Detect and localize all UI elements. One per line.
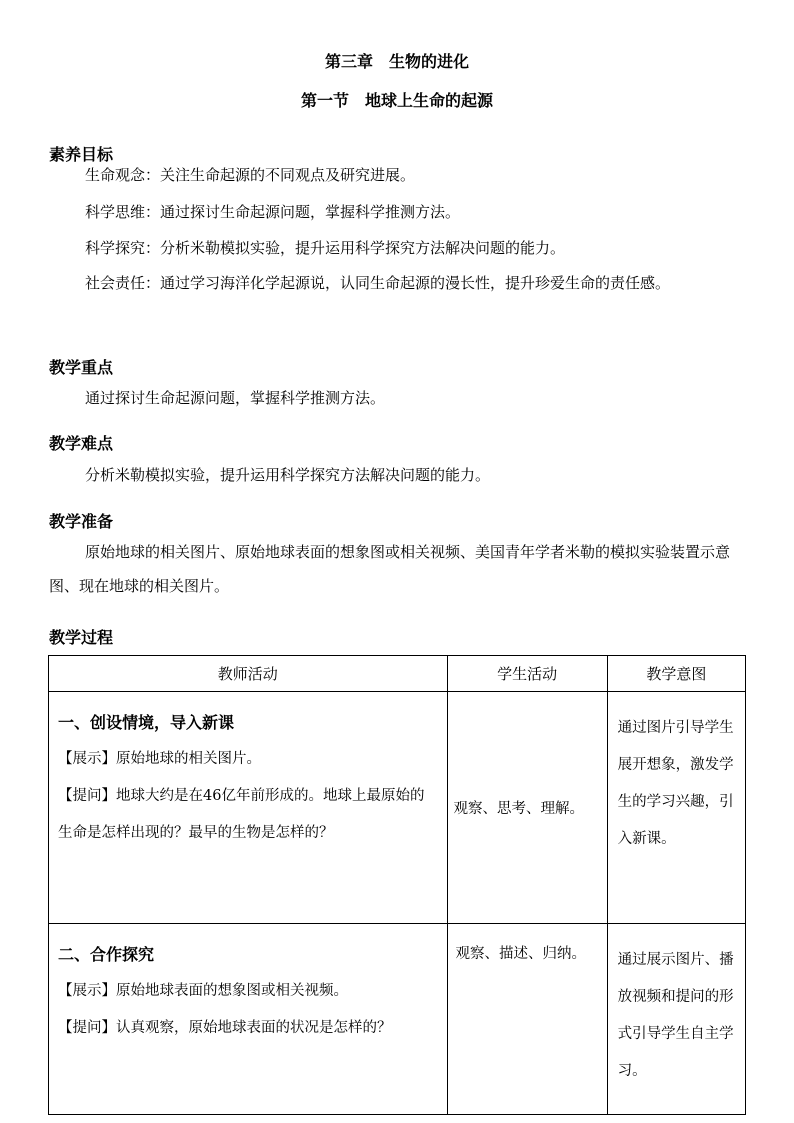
- activity-line: 【提问】认真观察，原始地球表面的状况是怎样的？: [58, 1020, 392, 1036]
- teaching-purpose-cell: 通过图片引导学生展开想象，激发学生的学习兴趣，引入新课。: [607, 692, 745, 924]
- process-heading: 教学过程: [49, 628, 114, 647]
- teacher-activity-cell: [49, 692, 448, 924]
- difficulties-text: 分析米勒模拟实验，提升运用科学探究方法解决问题的能力。: [85, 466, 491, 484]
- activity-section-title: 二、合作探究: [58, 945, 155, 964]
- activity-line: 【展示】原始地球的相关图片。: [58, 751, 261, 767]
- key-points-text: 通过探讨生命起源问题，掌握科学推测方法。: [85, 389, 386, 407]
- student-activity-cell: 观察、思考、理解。: [447, 692, 607, 924]
- objectives-heading: 素养目标: [49, 145, 114, 164]
- column-header: 学生活动: [447, 656, 607, 692]
- column-header: 教学意图: [607, 656, 745, 692]
- key-points-heading: 教学重点: [49, 358, 114, 377]
- teaching-process-table: [48, 655, 746, 1115]
- teaching-purpose-cell: 通过展示图片、播放视频和提问的形式引导学生自主学习。: [607, 924, 745, 1115]
- activity-line: 【展示】原始地球表面的想象图或相关视频。: [58, 983, 348, 999]
- objective-item: 生命观念：关注生命起源的不同观点及研究进展。: [85, 166, 416, 184]
- teacher-activity-cell: [49, 924, 448, 1115]
- difficulties-heading: 教学难点: [49, 434, 114, 453]
- table-row: [49, 924, 746, 1115]
- activity-line: 【提问】地球大约是在46亿年前形成的。地球上最原始的生命是怎样出现的？最早的生物是怎样的？: [58, 788, 425, 841]
- objective-item: 科学思维：通过探讨生命起源问题，掌握科学推测方法。: [85, 203, 461, 221]
- section-title: 第一节 地球上生命的起源: [300, 91, 493, 110]
- preparation-text: 原始地球的相关图片、原始地球表面的想象图或相关视频、美国青年学者米勒的模拟实验装置示意图、现在地球的相关图片。: [49, 543, 731, 595]
- activity-section-title: 一、创设情境，导入新课: [58, 713, 235, 732]
- chapter-title: 第三章 生物的进化: [324, 52, 469, 71]
- column-header: 教师活动: [49, 656, 448, 692]
- student-activity-cell: 观察、描述、归纳。: [447, 924, 607, 1115]
- objective-item: 科学探究：分析米勒模拟实验，提升运用科学探究方法解决问题的能力。: [85, 239, 566, 257]
- objective-item: 社会责任：通过学习海洋化学起源说，认同生命起源的漫长性，提升珍爱生命的责任感。: [85, 274, 671, 292]
- table-header-row: [49, 656, 746, 692]
- preparation-heading: 教学准备: [49, 512, 114, 531]
- table-row: [49, 692, 746, 924]
